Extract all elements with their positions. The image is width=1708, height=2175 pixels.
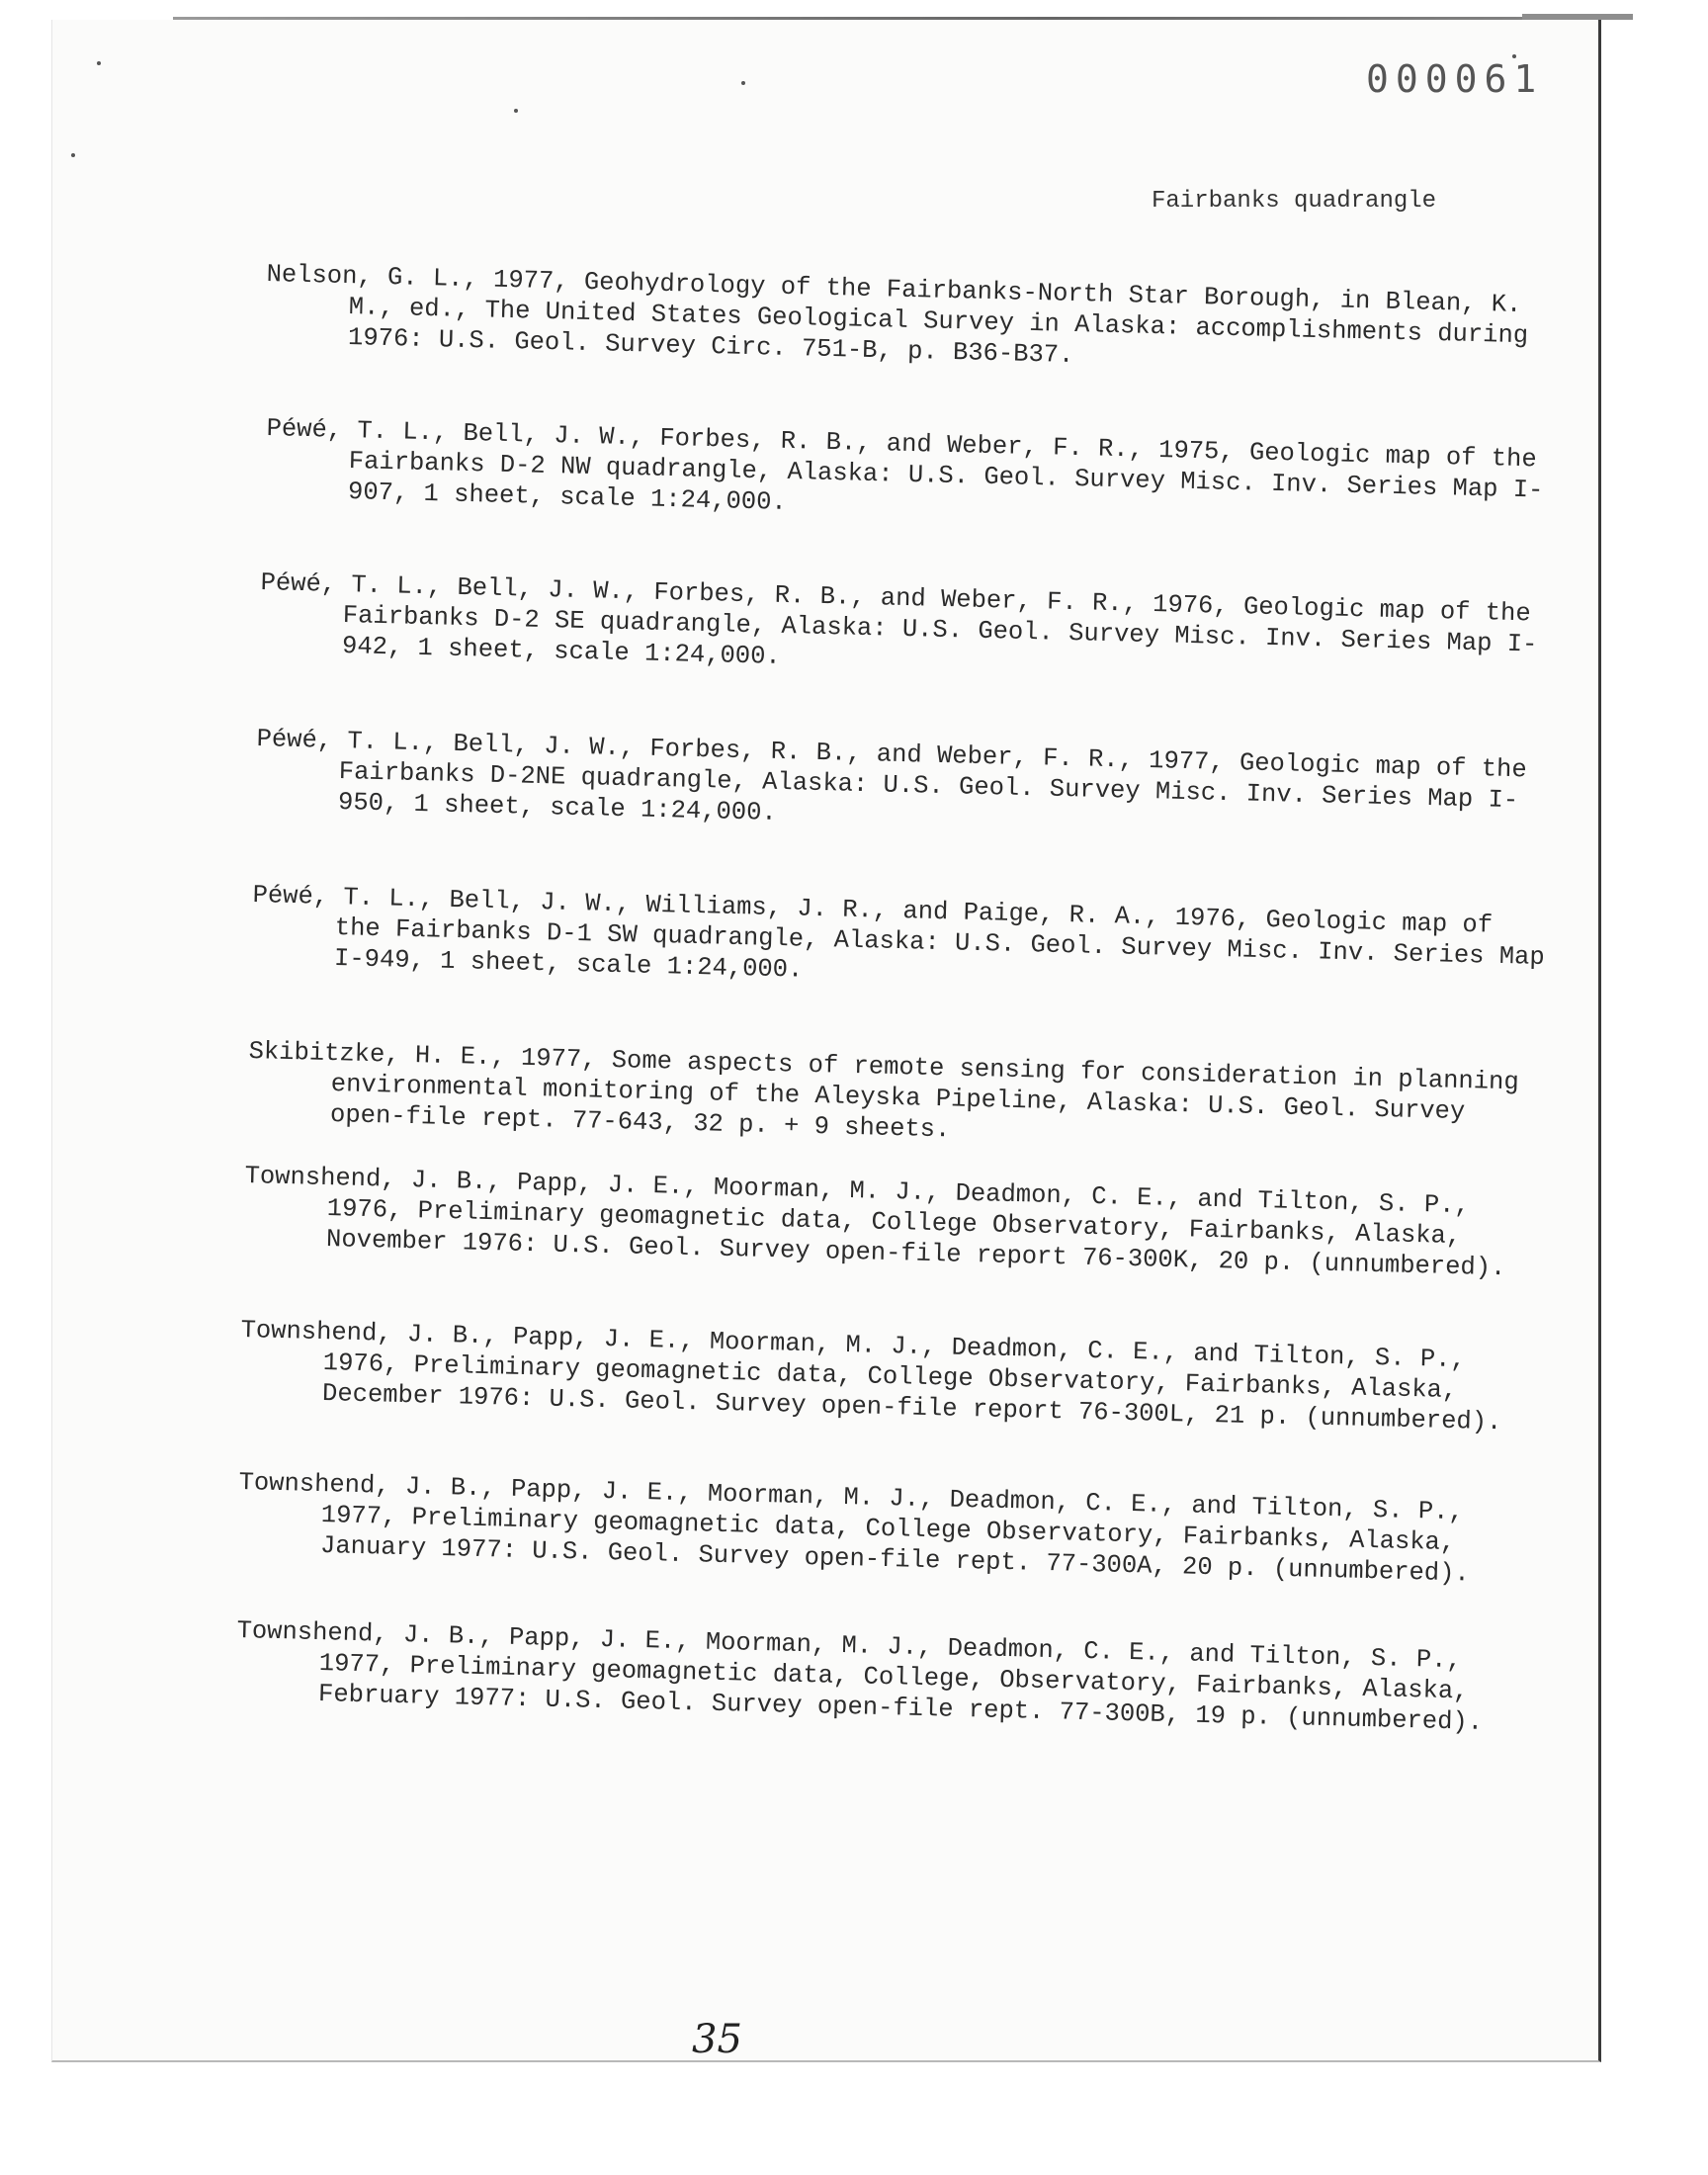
document-stamp-number: 000061 [1366, 57, 1544, 101]
reference-entry: Townshend, J. B., Papp, J. E., Moorman, M. J., Deadmon, C. E., and Tilton, S. P., 1977, Preliminary geomagnetic data, College Observatory, Fairbanks, Alaska, January 1977: U.S. Geol. Survey open-file rept. 77-300A, 20 p. (unnumbered). [238, 1467, 1471, 1589]
speck [514, 109, 518, 113]
reference-entry: Péwé, T. L., Bell, J. W., Forbes, R. B., and Weber, F. R., 1975, Geologic map of the Fairbanks D-2 NW quadrangle, Alaska: U.S. Geol. Survey Misc. Inv. Series Map I-907, 1 sheet, scale 1:24,000. [266, 413, 1544, 517]
page-top-edge [173, 17, 1631, 20]
reference-entry: Skibitzke, H. E., 1977, Some aspects of remote sensing for consideration in planning environmental monitoring of the Aleyska Pipeline, Alaska: U.S. Geol. Survey open-file rept. 77-643, 32 p. + 9 sheets. [248, 1036, 1520, 1145]
reference-entry: Péwé, T. L., Bell, J. W., Forbes, R. B., and Weber, F. R., 1977, Geologic map of the Fairbanks D-2NE quadrangle, Alaska: U.S. Geol. Survey Misc. Inv. Series Map I-950, 1 sheet, scale 1:24,000. [256, 724, 1528, 827]
page-heading: Fairbanks quadrangle [1152, 188, 1437, 215]
reference-entry: Townshend, J. B., Papp, J. E., Moorman, M. J., Deadmon, C. E., and Tilton, S. P., 1976, Preliminary geomagnetic data, College Observatory, Fairbanks, Alaska, December 1976: U.S. Geol. Survey open-file report 76-300L, 21 p. (unnumbered). [240, 1315, 1502, 1437]
speck [97, 61, 101, 65]
page-number: 35 [692, 2017, 742, 2062]
reference-entry: Péwé, T. L., Bell, J. W., Williams, J. R., and Paige, R. A., 1976, Geologic map of the Fairbanks D-1 SW quadrangle, Alaska: U.S. Geol. Survey Misc. Inv. Series Map I-949, 1 sheet, scale 1:24,000. [252, 880, 1546, 985]
speck [741, 81, 745, 85]
speck [71, 153, 75, 157]
page-top-edge-corner [1522, 14, 1633, 20]
reference-entry: Nelson, G. L., 1977, Geohydrology of the Fairbanks-North Star Borough, in Blean, K. M., ed., The United States Geological Survey in Alaska: accomplishments during 1976: U.S. Geol. Survey Circ. 751-B, p. B36-B37. [266, 259, 1529, 370]
reference-entry: Péwé, T. L., Bell, J. W., Forbes, R. B., and Weber, F. R., 1976, Geologic map of the Fairbanks D-2 SE quadrangle, Alaska: U.S. Geol. Survey Misc. Inv. Series Map I-942, 1 sheet, scale 1:24,000. [260, 567, 1538, 671]
reference-entry: Townshend, J. B., Papp, J. E., Moorman, M. J., Deadmon, C. E., and Tilton, S. P., 1976, Preliminary geomagnetic data, College Observatory, Fairbanks, Alaska, November 1976: U.S. Geol. Survey open-file report 76-300K, 20 p. (unnumbered). [244, 1161, 1506, 1283]
reference-entry: Townshend, J. B., Papp, J. E., Moorman, M. J., Deadmon, C. E., and Tilton, S. P., 1977, Preliminary geomagnetic data, College, Observatory, Fairbanks, Alaska, February 1977: U.S. Geol. Survey open-file rept. 77-300B, 19 p. (unnumbered). [236, 1615, 1484, 1737]
